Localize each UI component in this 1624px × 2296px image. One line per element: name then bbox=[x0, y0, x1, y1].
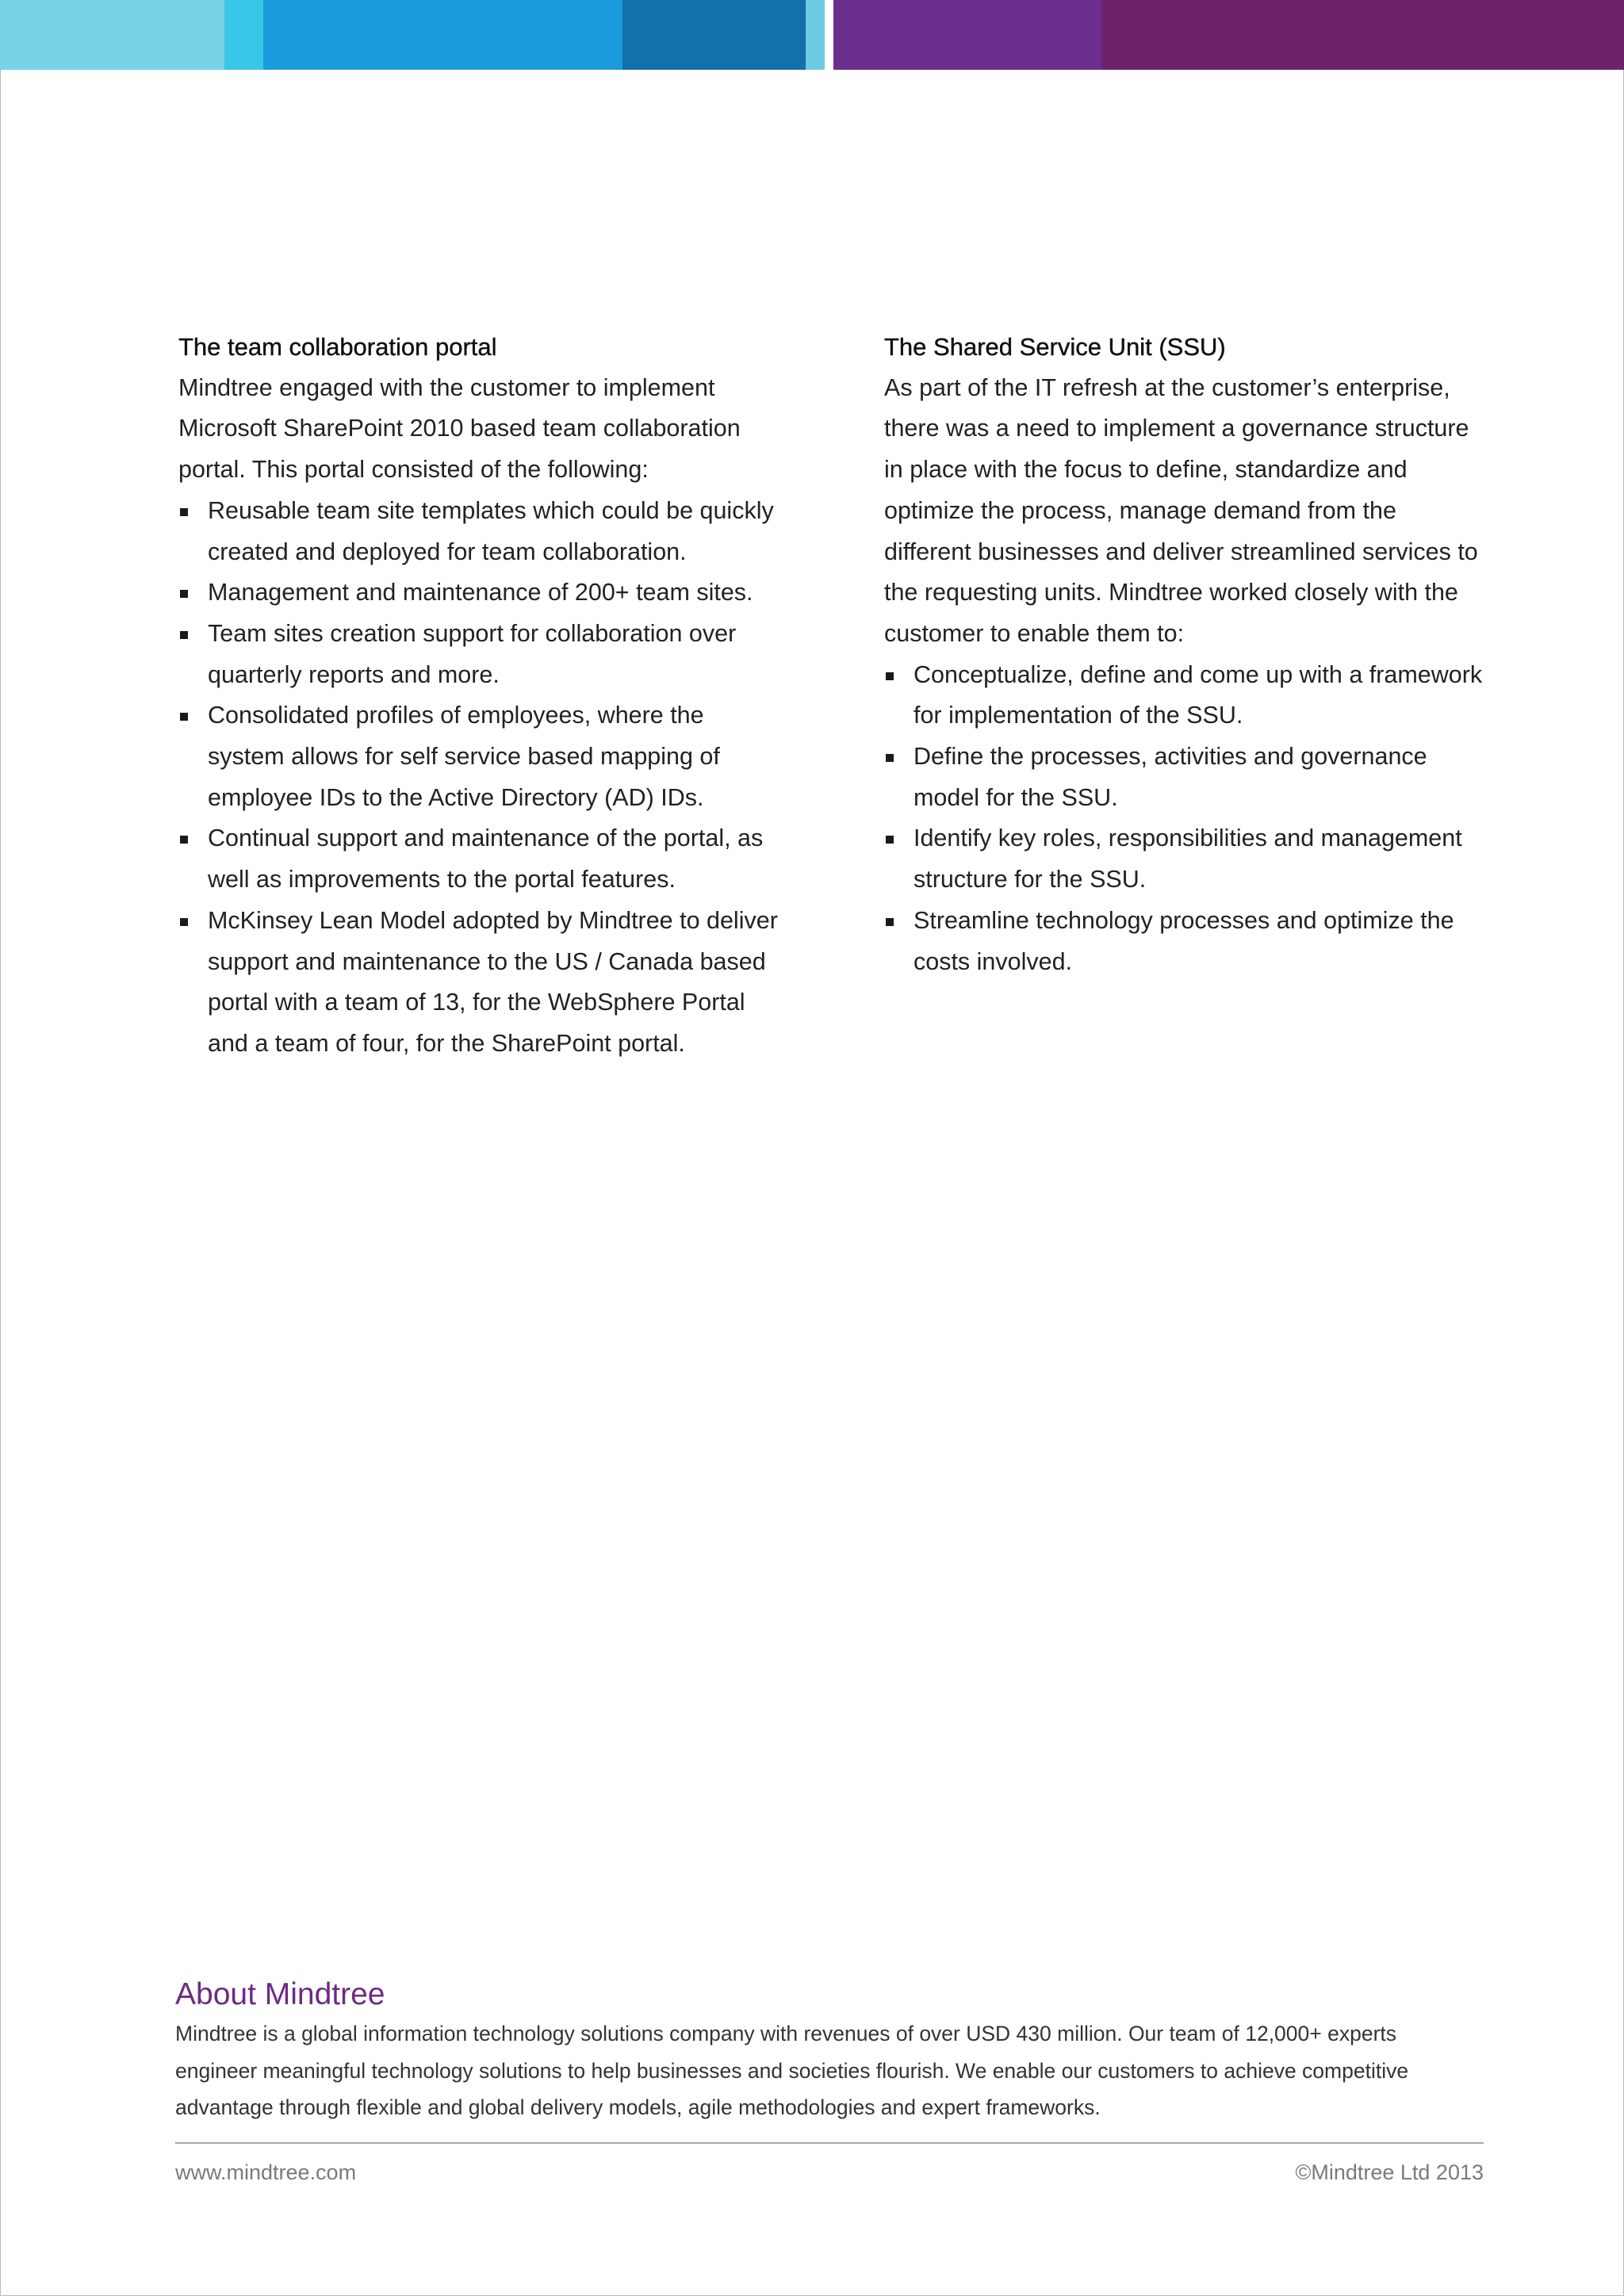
list-item: Reusable team site templates which could be quickly created and deployed for team collaboration. bbox=[178, 491, 781, 572]
band-segment-light-cyan bbox=[0, 0, 224, 70]
square-bullet-icon bbox=[886, 672, 894, 680]
square-bullet-icon bbox=[886, 836, 894, 844]
list-item: Define the processes, activities and governance model for the SSU. bbox=[884, 737, 1487, 818]
about-text: Mindtree is a global information technology solutions company with revenues of over USD 430 million. Our team of 12,000+ experts engineer meaningful technology solutions to help businesses and societies flourish. We enable our customers to achieve competitive advantage through flexible and global delivery models, agile methodologies and expert frameworks. bbox=[175, 2022, 1409, 2119]
square-bullet-icon bbox=[180, 508, 188, 516]
square-bullet-icon bbox=[886, 754, 894, 762]
list-item: Identify key roles, responsibilities and management structure for the SSU. bbox=[884, 818, 1487, 900]
about-title: About Mindtree bbox=[175, 1977, 385, 2011]
list-item: McKinsey Lean Model adopted by Mindtree to deliver support and maintenance to the US / Canada based portal with a team of 13, for the WebSphere Portal and a team of four, for the SharePoint portal. bbox=[178, 901, 781, 1065]
footer-divider bbox=[175, 2142, 1484, 2144]
about-section bbox=[175, 1974, 1484, 2126]
square-bullet-icon bbox=[180, 631, 188, 639]
band-segment-pale-cyan bbox=[806, 0, 825, 70]
right-column-heading: The Shared Service Unit (SSU) bbox=[884, 333, 1226, 361]
right-column-intro: As part of the IT refresh at the customer’s enterprise, there was a need to implement a governance structure in place with the focus to define, standardize and optimize the process, manage demand from the different businesses and deliver streamlined services to the requesting units. Mindtree worked closely with the customer to enable them to: bbox=[884, 373, 1478, 647]
band-segment-gap bbox=[825, 0, 833, 70]
band-segment-plum bbox=[1101, 0, 1624, 70]
right-bullet-list bbox=[884, 655, 1487, 983]
footer-website-link[interactable]: www.mindtree.com bbox=[175, 2160, 357, 2184]
left-column-heading: The team collaboration portal bbox=[178, 333, 497, 361]
square-bullet-icon bbox=[180, 713, 188, 721]
list-item: Streamline technology processes and optimize the costs involved. bbox=[884, 901, 1487, 982]
footer-copyright: ©Mindtree Ltd 2013 bbox=[1295, 2160, 1484, 2184]
square-bullet-icon bbox=[180, 836, 188, 844]
list-item: Team sites creation support for collaboration over quarterly reports and more. bbox=[178, 614, 781, 695]
square-bullet-icon bbox=[180, 918, 188, 926]
left-column-intro: Mindtree engaged with the customer to implement Microsoft SharePoint 2010 based team collaboration portal. This portal consisted of the following: bbox=[178, 373, 741, 484]
band-segment-dark-blue bbox=[622, 0, 806, 70]
band-segment-purple bbox=[833, 0, 1101, 70]
list-item: Management and maintenance of 200+ team sites. bbox=[178, 572, 781, 614]
left-bullet-list bbox=[178, 491, 781, 1065]
square-bullet-icon bbox=[886, 918, 894, 926]
left-column bbox=[178, 327, 781, 1065]
list-item: Consolidated profiles of employees, where the system allows for self service based mapping of employee IDs to the Active Directory (AD) IDs. bbox=[178, 695, 781, 818]
list-item: Continual support and maintenance of the portal, as well as improvements to the portal features. bbox=[178, 818, 781, 900]
square-bullet-icon bbox=[180, 590, 188, 598]
right-column bbox=[884, 327, 1487, 982]
list-item: Conceptualize, define and come up with a framework for implementation of the SSU. bbox=[884, 655, 1487, 737]
band-segment-cyan bbox=[224, 0, 263, 70]
band-segment-blue bbox=[263, 0, 622, 70]
header-color-band bbox=[0, 0, 1624, 70]
